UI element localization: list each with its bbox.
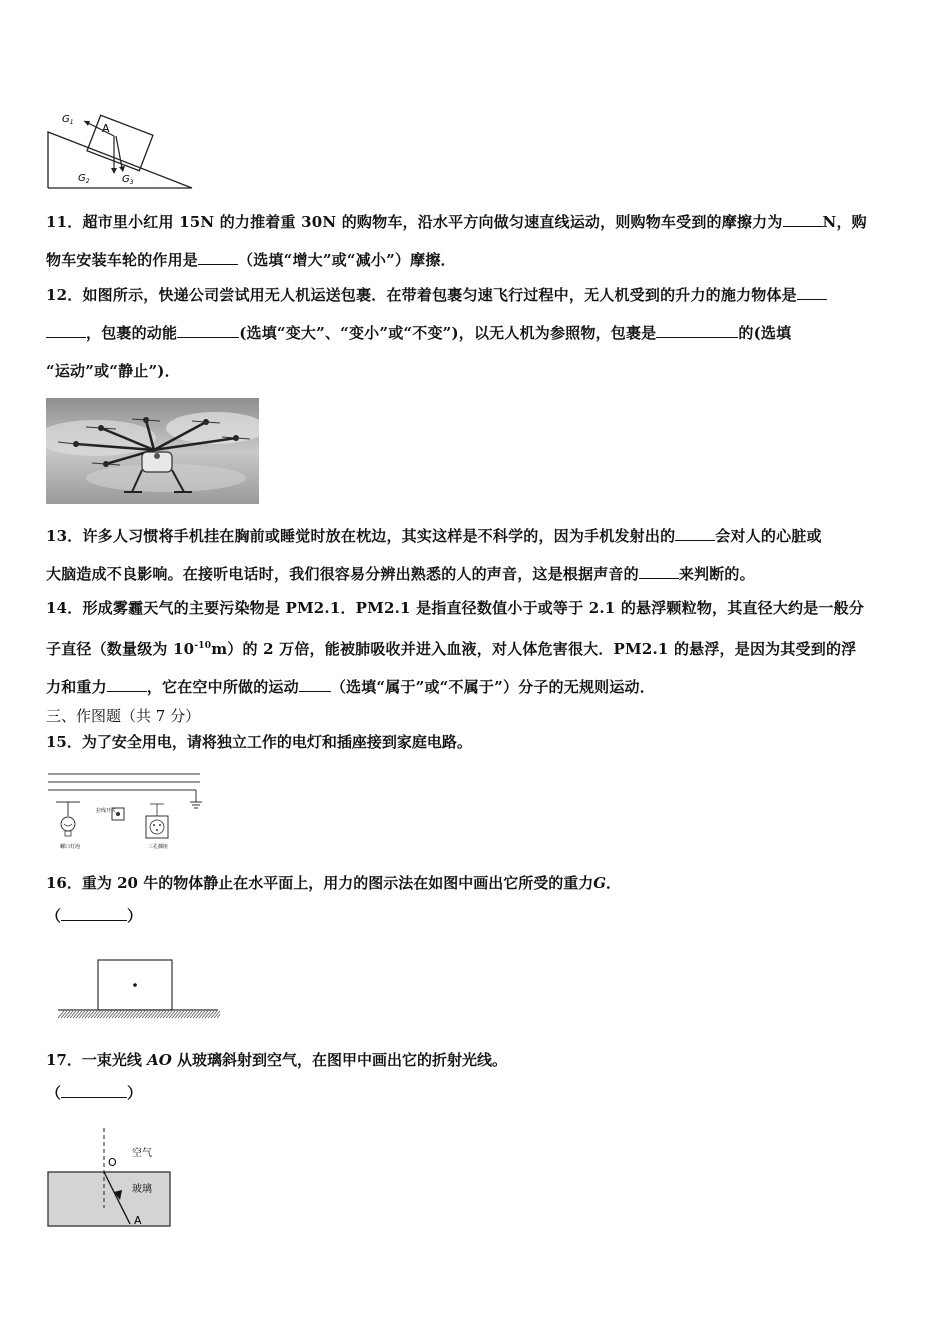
answer-blank[interactable] bbox=[675, 526, 715, 541]
block-on-ground-figure bbox=[58, 956, 220, 1022]
question-13: 13．许多人习惯将手机挂在胸前或睡觉时放在枕边，其实这样是不科学的，因为手机发射出的 会对人的心脏或 大脑造成不良影响。在接听电话时，我们很容易分辨出熟悉的人的声音，这是根据声音的 来判断的。 bbox=[46, 527, 822, 583]
answer-blank[interactable] bbox=[61, 1083, 127, 1098]
ground-hatch-line bbox=[64, 1011, 70, 1018]
ground-hatch-line bbox=[166, 1011, 172, 1018]
ground-hatch-line bbox=[82, 1011, 88, 1018]
ground-hatch-line bbox=[76, 1011, 82, 1018]
answer-blank[interactable] bbox=[107, 677, 147, 692]
point-o-label: O bbox=[108, 1156, 117, 1169]
ground-hatch-line bbox=[208, 1011, 214, 1018]
ground-hatch-line bbox=[136, 1011, 142, 1018]
ground-hatch-line bbox=[100, 1011, 106, 1018]
ground-hatch-line bbox=[79, 1011, 85, 1018]
ground-hatch-line bbox=[61, 1011, 67, 1018]
answer-blank[interactable] bbox=[639, 564, 679, 579]
ground-hatch-line bbox=[112, 1011, 118, 1018]
ground-hatch-line bbox=[160, 1011, 166, 1018]
question-14: 14．形成雾霾天气的主要污染物是 PM2.1．PM2.1 是指直径数值小于或等于 2.1 的悬浮颗粒物，其直径大约是一般分 子直径（数量级为 $10^{-10}m$）的 2 万倍，能被肺吸收并进入血液，对人体危害很大．PM2.1 的悬浮，是因为其受到的浮 力和重力 ，它在空中所做的运动 （选填“属于”或“不属于”）分子的无规则运动． bbox=[46, 599, 865, 696]
ground-hatch-line bbox=[103, 1011, 109, 1018]
ground-hatch-line bbox=[97, 1011, 103, 1018]
ground-hatch-line bbox=[70, 1011, 76, 1018]
question-16: 16．重为 20 牛的物体静止在水平面上，用力的图示法在如图中画出它所受的重力G． bbox=[46, 874, 622, 892]
ground-hatch-line bbox=[211, 1011, 217, 1018]
glass-block bbox=[48, 1172, 170, 1226]
question-11: 11．超市里小红用 15N 的力推着重 30N 的购物车，沿水平方向做匀速直线运动，则购物车受到的摩擦力为 N，购 物车安装车轮的作用是 （选填“增大”或“减小”）摩擦． bbox=[46, 213, 867, 269]
ground-hatch-line bbox=[205, 1011, 211, 1018]
ground-hatch-line bbox=[187, 1011, 193, 1018]
ground-hatch-line bbox=[124, 1011, 130, 1018]
ground-hatch-line bbox=[109, 1011, 115, 1018]
refraction-figure bbox=[46, 1126, 176, 1230]
ground-hatch-line bbox=[178, 1011, 184, 1018]
ground-hatch-line bbox=[106, 1011, 112, 1018]
ground-hatch-line bbox=[118, 1011, 124, 1018]
ground-hatch-line bbox=[214, 1011, 220, 1018]
svg-text:G1: $G_1$ bbox=[62, 114, 74, 126]
ground-hatch-line bbox=[199, 1011, 205, 1018]
air-label: 空气 bbox=[132, 1148, 152, 1159]
ground-hatch-line bbox=[181, 1011, 187, 1018]
question-15: 15．为了安全用电，请将独立工作的电灯和插座接到家庭电路。 bbox=[46, 733, 472, 751]
ground-hatch-line bbox=[196, 1011, 202, 1018]
glass-label: 玻璃 bbox=[132, 1184, 152, 1195]
answer-blank[interactable] bbox=[61, 906, 127, 921]
ground-hatch-line bbox=[73, 1011, 79, 1018]
ground-hatch-line bbox=[151, 1011, 157, 1018]
question-17: 17．一束光线 AO 从玻璃斜射到空气，在图甲中画出它的折射光线。 bbox=[46, 1051, 508, 1069]
ground-hatch-line bbox=[172, 1011, 178, 1018]
ground-hatch-line bbox=[94, 1011, 100, 1018]
answer-blank[interactable] bbox=[198, 250, 238, 265]
svg-text:G3: $G_3$ bbox=[122, 174, 134, 186]
ground-hatch-line bbox=[190, 1011, 196, 1018]
incline-figure bbox=[44, 106, 196, 192]
answer-blank[interactable] bbox=[783, 212, 823, 227]
ground-hatch-line bbox=[202, 1011, 208, 1018]
section-title: 三、作图题（共 7 分） bbox=[46, 707, 201, 725]
answer-blank[interactable] bbox=[46, 323, 86, 338]
answer-blank[interactable] bbox=[797, 285, 827, 300]
ground-hatch-line bbox=[157, 1011, 163, 1018]
ground-hatch-line bbox=[88, 1011, 94, 1018]
answer-paren-17: （ ） bbox=[46, 1084, 143, 1102]
ground-hatch-line bbox=[184, 1011, 190, 1018]
answer-paren-16: （ ） bbox=[46, 907, 143, 925]
socket-label: 三孔插座 bbox=[148, 844, 169, 850]
ground-hatch-line bbox=[154, 1011, 160, 1018]
ground-hatch-line bbox=[169, 1011, 175, 1018]
ground-hatch-line bbox=[115, 1011, 121, 1018]
ground-hatch-line bbox=[121, 1011, 127, 1018]
switch-label: 拉线开关 bbox=[96, 808, 117, 814]
svg-text:G2: $G_2$ bbox=[78, 173, 90, 185]
question-12: 12．如图所示，快递公司尝试用无人机运送包裹．在带着包裹匀速飞行过程中，无人机受到的升力的施力物体是 ，包裹的动能 (选填“变大”、“变小”或“不变”)，以无人机为参照物，包裹是 的(选填 “运动”或“静止”)． bbox=[46, 276, 904, 390]
ground-hatch-line bbox=[127, 1011, 133, 1018]
ground-hatch-line bbox=[193, 1011, 199, 1018]
point-a-label: A bbox=[134, 1214, 142, 1227]
ground-hatch-line bbox=[175, 1011, 181, 1018]
ground-hatch-line bbox=[130, 1011, 136, 1018]
answer-blank[interactable] bbox=[177, 323, 239, 338]
lamp-label: 螺口灯泡 bbox=[60, 844, 81, 850]
ground-hatch-line bbox=[67, 1011, 73, 1018]
ground-hatch-line bbox=[58, 1011, 64, 1018]
ground-hatch-line bbox=[163, 1011, 169, 1018]
ground-hatch-line bbox=[148, 1011, 154, 1018]
block-label-a: A bbox=[102, 122, 110, 135]
ground-hatch-line bbox=[139, 1011, 145, 1018]
ground-hatch-line bbox=[142, 1011, 148, 1018]
ground-hatch-line bbox=[85, 1011, 91, 1018]
ground-hatch-line bbox=[145, 1011, 151, 1018]
drone-photo bbox=[46, 398, 259, 504]
ground-hatch-line bbox=[91, 1011, 97, 1018]
answer-blank[interactable] bbox=[656, 323, 738, 338]
answer-blank[interactable] bbox=[299, 677, 331, 692]
ground-hatch-line bbox=[133, 1011, 139, 1018]
circuit-figure bbox=[46, 768, 202, 852]
